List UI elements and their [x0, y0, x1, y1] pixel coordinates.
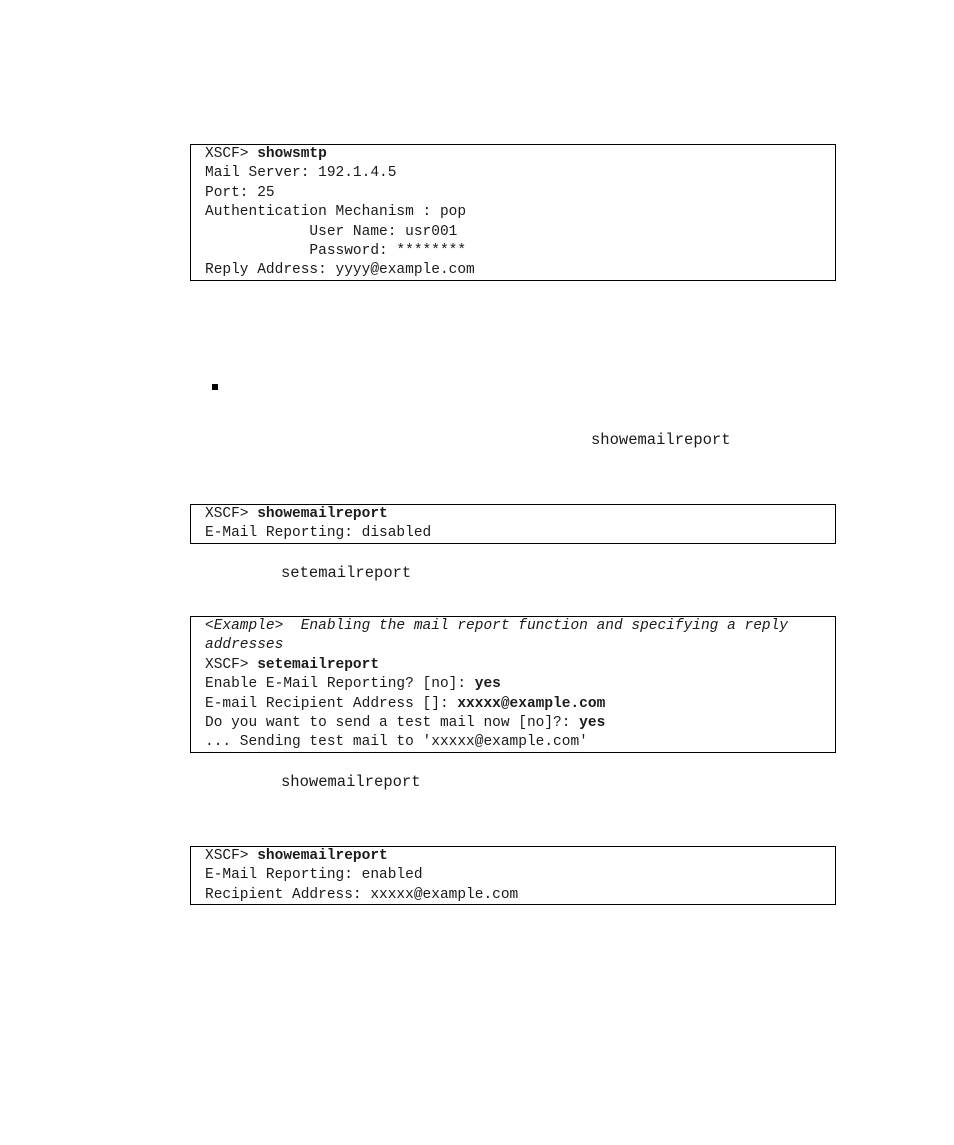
command: showemailreport	[257, 848, 388, 864]
example-caption: <Example> Enabling the mail report function and specifying a reply	[205, 618, 788, 634]
output-line: Mail Server: 192.1.4.5	[205, 165, 397, 182]
command: setemailreport	[257, 656, 380, 673]
output-line: Port: 25	[205, 184, 275, 201]
output-line: Password: ********	[205, 242, 467, 259]
prompt: XSCF>	[205, 656, 258, 673]
prompt-line	[205, 847, 835, 866]
bullet-icon	[212, 384, 218, 390]
question-line	[205, 675, 835, 694]
question-line	[205, 695, 835, 714]
answer: yes	[474, 676, 501, 693]
prompt-line	[205, 145, 835, 164]
question: Do you want to send a test mail now [no]?:	[205, 714, 580, 731]
prompt-line	[205, 505, 835, 524]
command: showsmtp	[257, 146, 327, 162]
prompt: XSCF>	[205, 146, 258, 162]
code-block-setemailreport	[190, 616, 836, 753]
question: Enable E-Mail Reporting? [no]:	[205, 676, 475, 693]
command: showemailreport	[257, 506, 388, 522]
code-block-showemailreport-disabled	[190, 504, 836, 544]
question-line	[205, 714, 835, 733]
answer: yes	[579, 714, 606, 731]
output-line: E-Mail Reporting: enabled	[205, 867, 423, 884]
inline-command: setemailreport	[281, 564, 412, 582]
output-line: E-Mail Reporting: disabled	[205, 525, 432, 542]
example-caption-cont: addresses	[205, 637, 284, 654]
output-line: Recipient Address: xxxxx@example.com	[205, 886, 519, 903]
output-line: ... Sending test mail to 'xxxxx@example.com'	[205, 734, 588, 751]
prompt: XSCF>	[205, 848, 258, 864]
code-block-showsmtp	[190, 144, 836, 281]
output-line: User Name: usr001	[205, 223, 458, 240]
output-line: Reply Address: yyyy@example.com	[205, 262, 475, 279]
question: E-mail Recipient Address []:	[205, 695, 458, 712]
inline-command: showemailreport	[281, 773, 421, 791]
prompt-line	[205, 656, 835, 675]
output-line: Authentication Mechanism : pop	[205, 204, 467, 221]
code-block-showemailreport-enabled	[190, 846, 836, 905]
answer: xxxxx@example.com	[457, 695, 606, 712]
prompt: XSCF>	[205, 506, 258, 522]
inline-command: showemailreport	[591, 431, 731, 449]
